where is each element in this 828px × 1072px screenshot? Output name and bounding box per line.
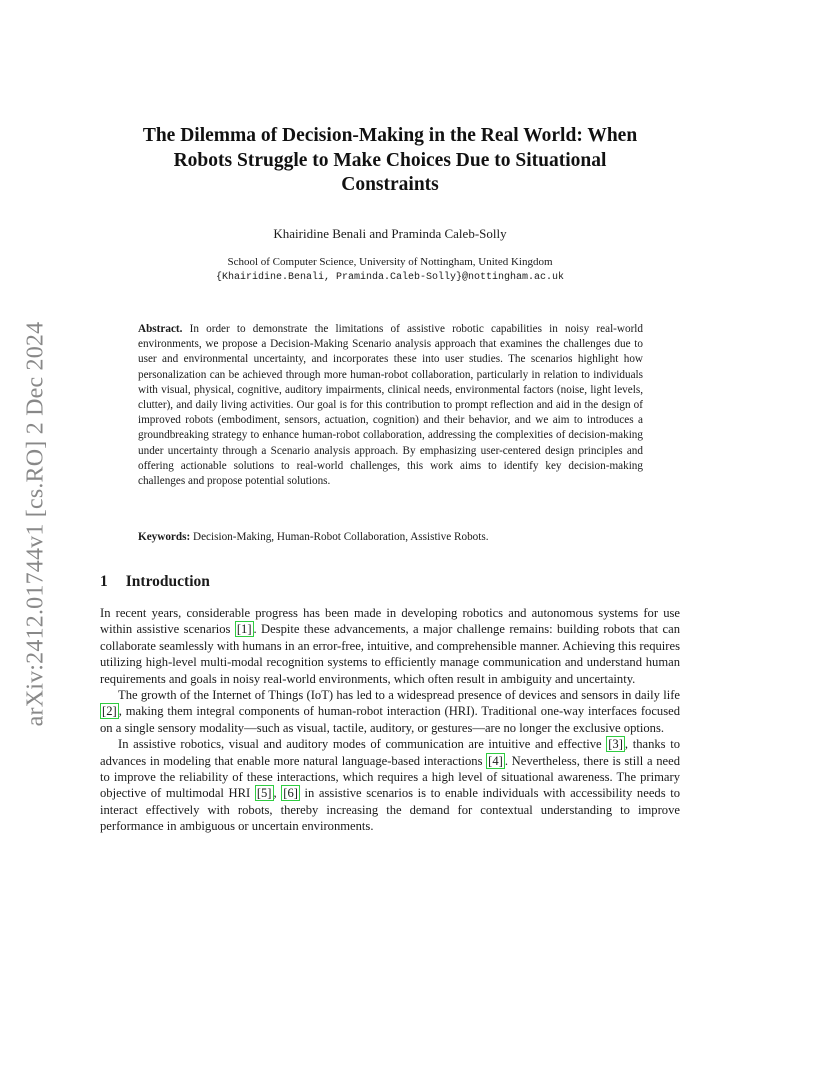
abstract-label: Abstract. <box>138 323 183 335</box>
author-list: Khairidine Benali and Praminda Caleb-Solly <box>273 226 507 241</box>
body-paragraph: In recent years, considerable progress has been made in developing robotics and autonomous systems for use within assistive scenarios [1] . Despite these advancements, a major challenge remains: building robots that can collaborate seamlessly with humans in an error-free, intuitive, and comprehensible manner. Achieving this requires utilizing high-level multi-modal recognition systems to efficiently manage communication and understand human requirements and goals in noisy real-world environments, which often result in ambiguity and uncertainty. <box>100 606 680 686</box>
keywords <box>138 530 643 545</box>
author-email: {Khairidine.Benali, Praminda.Caleb-Solly}@nottingham.ac.uk <box>215 272 565 283</box>
keywords-text: Decision-Making, Human-Robot Collaboration, Assistive Robots. <box>193 531 489 543</box>
citation-link[interactable]: [5] <box>256 786 272 801</box>
body-paragraph: In assistive robotics, visual and auditory modes of communication are intuitive and effective [3] , thanks to advances in modeling that enable more natural language-based interactions [4] . Nevertheless, there is still a need to improve the reliability of these interactions, which requires a high level of situational awareness. The primary objective of multimodal HRI [5] , [6] in assistive scenarios is to enable individuals with accessibility needs to interact effectively with robots, thereby increasing the demand for contextual understanding to improve performance in ambiguous or uncertain environments. <box>100 737 680 834</box>
section-heading <box>100 573 210 591</box>
keywords-label: Keywords: <box>138 531 191 543</box>
arxiv-identifier: arXiv:2412.01744v1 [cs.RO] 2 Dec 2024 <box>22 321 49 727</box>
paper-title <box>100 124 680 198</box>
citation-link[interactable]: [1] <box>236 622 252 637</box>
body-paragraph: The growth of the Internet of Things (IoT) has led to a widespread presence of devices and sensors in daily life [2] , making them integral components of human-robot interaction (HRI). Traditional one-way interfaces focused on a single sensory modality—such as visual, tactile, auditory, or gestures—are no longer the exclusive options. <box>100 688 680 735</box>
title-line: Constraints <box>341 174 439 195</box>
section-title: Introduction <box>125 573 210 590</box>
introduction-body <box>100 605 680 835</box>
section-number: 1 <box>100 573 108 590</box>
citation-link[interactable]: [6] <box>283 786 298 801</box>
abstract-text: In order to demonstrate the limitations of assistive robotic capabilities in noisy real-world environments, we propose a Decision-Making Scenario analysis approach that examines the challenges due to user and environmental uncertainty, and incorporates these into user studies. The scenarios highlight how personalization can be achieved through more human-robot collaboration, particularly in relation to individuals with visual, physical, cognitive, auditory impairments, clinical needs, environmental factors (noise, light levels, clutter), and daily living activities. Our goal is for this contribution to prompt reflection and aid in the design of improved robots (embodiment, sensors, actuation, cognition) and their behavior, and we aim to introduces a groundbreaking strategy to enhance human-robot collaboration, addressing the complexities of decision-making under uncertainty through a Scenario analysis approach. By emphasizing user-centered design principles and offering actionable solutions to real-world challenges, this work aims to identify key decision-making challenges and propose potential solutions. <box>138 323 644 488</box>
affiliation: School of Computer Science, University of Nottingham, United Kingdom <box>227 256 553 268</box>
citation-link[interactable]: [3] <box>608 737 623 752</box>
citation-link[interactable]: [4] <box>488 753 503 768</box>
abstract <box>138 322 643 489</box>
title-line: Robots Struggle to Make Choices Due to Situational <box>173 149 607 171</box>
title-line: The Dilemma of Decision-Making in the Real World: When <box>142 125 638 146</box>
citation-link[interactable]: [2] <box>102 704 117 719</box>
affiliation-block <box>0 255 780 285</box>
